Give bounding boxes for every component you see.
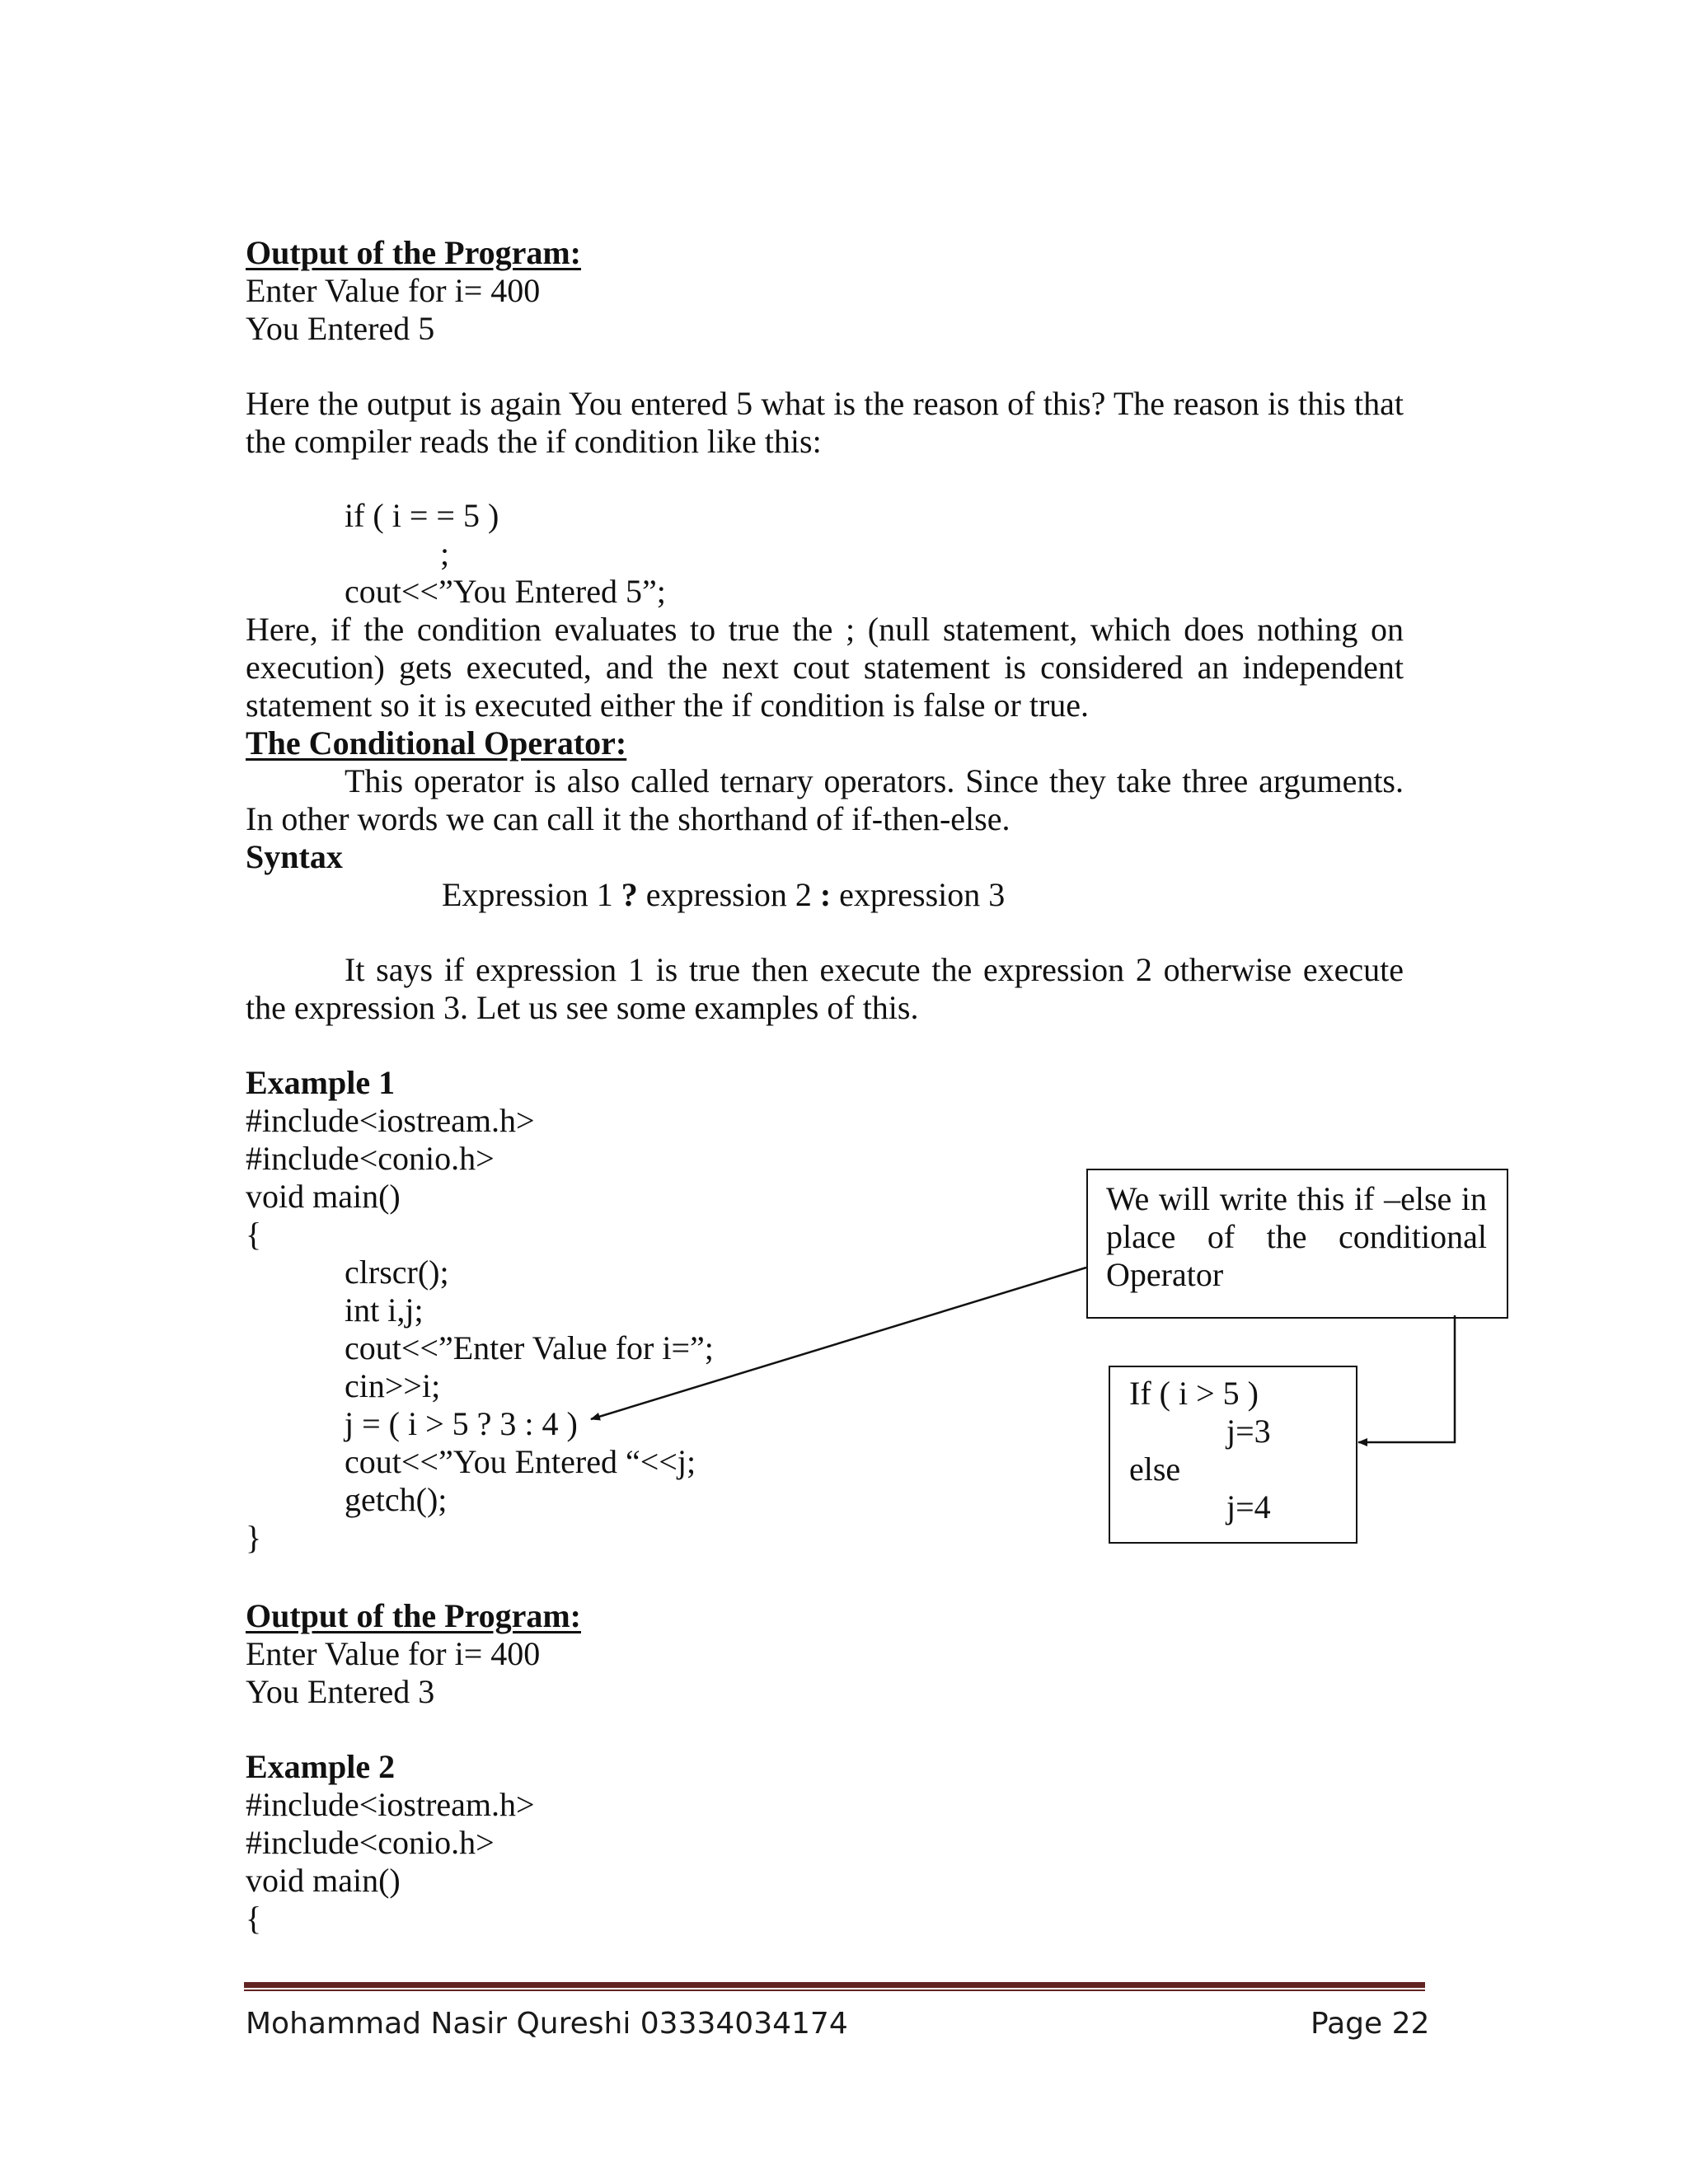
code-line: cout<<”Enter Value for i=”;	[345, 1329, 714, 1366]
if-else-line: If ( i > 5 )	[1129, 1375, 1259, 1412]
footer-author: Mohammad Nasir Qureshi 03334034174	[246, 2007, 848, 2041]
syntax-label: Syntax	[246, 838, 343, 875]
footer-rule	[244, 1982, 1425, 1988]
if-else-line: else	[1129, 1451, 1181, 1488]
code-line: cout<<”You Entered 5”;	[345, 573, 666, 610]
arrow-to-if-else-box	[1358, 1315, 1455, 1442]
explanation-paragraph: Here the output is again You entered 5 what is the reason of this? The reason is this that the compiler reads the if condition like this:	[246, 385, 1404, 460]
syntax-question-mark: ?	[621, 876, 638, 913]
code-line: void main()	[246, 1178, 401, 1215]
output-line: Enter Value for i= 400	[246, 1635, 541, 1672]
code-line: void main()	[246, 1862, 401, 1899]
conditional-paragraph: This operator is also called ternary operators. Since they take three arguments. In other words we can call it the shorthand of if-then-else.	[246, 762, 1404, 837]
syntax-colon: :	[819, 876, 832, 913]
footer-rule-thin	[244, 1990, 1425, 1991]
explanation-paragraph: Here, if the condition evaluates to true the ; (null statement, which does nothing on execution) gets executed, and the next cout statement is considered an independent statement so it is executed either the if condition is false or true.	[246, 611, 1404, 724]
code-line: cin>>i;	[345, 1367, 441, 1404]
arrow-to-ternary-line	[591, 1268, 1086, 1419]
output-heading-2: Output of the Program:	[246, 1597, 581, 1634]
code-line: #include<iostream.h>	[246, 1102, 535, 1139]
code-line: {	[246, 1900, 262, 1937]
output-line: You Entered 3	[246, 1673, 435, 1710]
code-line: int i,j;	[345, 1291, 424, 1329]
code-line: }	[246, 1519, 262, 1556]
conditional-paragraph-2: It says if expression 1 is true then execute the expression 2 otherwise execute the expression 3. Let us see some examples of this.	[246, 951, 1404, 1026]
syntax-expr3: expression 3	[831, 876, 1006, 913]
code-line: if ( i = = 5 )	[345, 497, 499, 534]
output-line: You Entered 5	[246, 310, 435, 347]
code-line: {	[246, 1216, 262, 1253]
syntax-expr2: expression 2	[637, 876, 820, 913]
conditional-operator-heading: The Conditional Operator:	[246, 724, 627, 762]
if-else-line: j=3	[1226, 1413, 1271, 1450]
code-line: #include<iostream.h>	[246, 1786, 535, 1823]
output-line: Enter Value for i= 400	[246, 272, 541, 309]
example-2-heading: Example 2	[246, 1748, 396, 1785]
code-line: #include<conio.h>	[246, 1824, 495, 1861]
code-line: clrscr();	[345, 1254, 449, 1291]
code-line: #include<conio.h>	[246, 1140, 495, 1177]
code-line: ;	[440, 535, 450, 572]
output-heading-1: Output of the Program:	[246, 234, 581, 271]
example-1-heading: Example 1	[246, 1064, 396, 1101]
syntax-expr1: Expression 1	[442, 876, 621, 913]
code-line: getch();	[345, 1481, 448, 1518]
code-line-ternary: j = ( i > 5 ? 3 : 4 )	[345, 1405, 578, 1442]
if-else-line: j=4	[1226, 1488, 1271, 1526]
callout-note-text: We will write this if –else in place of the conditional Operator	[1106, 1180, 1487, 1293]
code-line: cout<<”You Entered “<<j;	[345, 1443, 696, 1480]
footer-page-number: Page 22	[1311, 2007, 1430, 2041]
